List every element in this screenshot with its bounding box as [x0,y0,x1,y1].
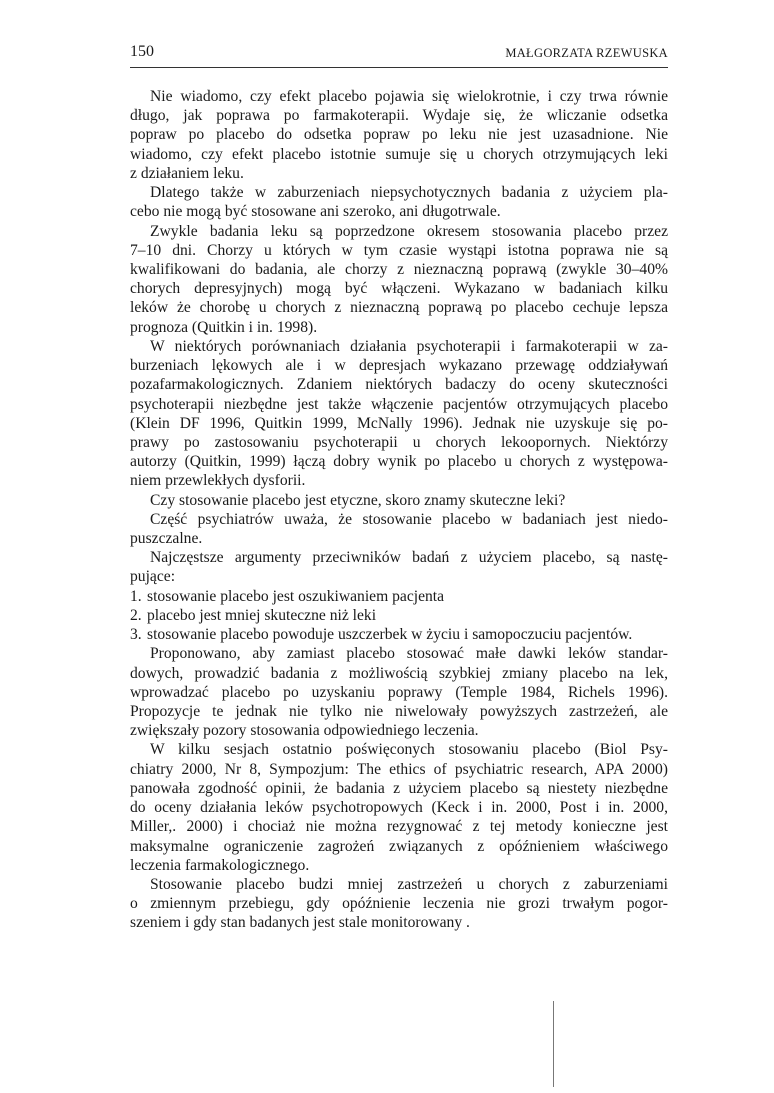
text-line: wprowadzać placebo po uzyskaniu poprawy (Temple 1984, Richels 1996). [130,683,668,701]
text-line: Nie wiadomo, czy efekt placebo pojawia się wielokrotnie, i czy trwa równie [150,88,668,105]
text-line: Zwykle badania leku są poprzedzone okresem stosowania placebo przez [150,222,668,240]
text-line: kwalifikowani do badania, ale chorzy z nieznaczną poprawą (zwykle 30–40% [130,260,668,278]
paragraph [130,510,668,548]
text-line: popraw po placebo do odsetka popraw po leku nie jest uzasadnione. Nie [130,126,668,144]
text-line: maksymalne ograniczenie zagrożeń związanych z opóźnieniem właściwego [130,837,668,855]
paragraph [130,644,668,740]
text-line: Dlatego także w zaburzeniach niepsychotycznych badania z użyciem pla- [150,184,668,202]
text-line: burzeniach lękowych ale i w depresjach wykazano przewagę oddziaływań [130,357,668,375]
list-item [130,606,668,625]
text-line: Najczęstsze argumenty przeciwników badań z użyciem placebo, są nastę- [150,549,668,567]
text-line: dowych, prowadzić badania z możliwością szybkiej zmiany placebo na lek, [130,664,668,682]
text-line: W niektórych porównaniach działania psychoterapii i farmakoterapii w za- [150,337,668,355]
list-item-text: placebo jest mniej skuteczne niż leki [147,606,377,624]
text-line: pujące: [130,568,176,586]
text-line: z działaniem leku. [130,164,244,182]
text-line: Część psychiatrów uważa, że stosowanie placebo w badaniach jest niedo- [150,510,668,528]
text-line: prawy po zastosowaniu psychoterapii u chorych lekoopornych. Niektórzy [130,433,668,451]
text-line: szeniem i gdy stan badanych jest stale monitorowany . [130,914,470,932]
body-text [130,87,668,933]
text-line: Proponowano, aby zamiast placebo stosować małe dawki leków standar- [150,645,668,663]
paragraph [130,183,668,221]
text-line: (Klein DF 1996, Quitkin 1999, McNally 1996). Jednak nie uzyskuje się po- [130,414,668,432]
text-line: cebo nie mogą być stosowane ani szeroko, ani długotrwale. [130,203,501,221]
text-line: niem przewlekłych dysforii. [130,472,306,490]
text-line: leków że chorobę u chorych z nieznaczną poprawą po placebo cechuje lepsza [130,299,668,317]
list-item [130,625,668,644]
text-line: W kilku sesjach ostatnio poświęconych stosowaniu placebo (Biol Psy- [150,741,668,759]
text-line: Czy stosowanie placebo jest etyczne, skoro znamy skuteczne leki? [150,491,566,509]
text-line: o zmiennym przebiegu, gdy opóźnienie leczenia nie grozi trwałym pogor- [130,895,668,913]
paragraph [130,87,668,183]
list-item-number: 3. [130,626,142,644]
text-line: panowała zgodność opinii, że badania z użyciem placebo są niestety niezbędne [130,779,668,797]
text-line: puszczalne. [130,530,203,548]
list-item-number: 2. [130,606,142,624]
text-line: prognoza (Quitkin i in. 1998). [130,318,318,336]
text-line: wiadomo, czy efekt placebo istotnie sumuje się u chorych otrzymujących leki [130,145,668,163]
text-line: leczenia farmakologicznego. [130,856,310,874]
text-line: Propozycje te jednak nie tylko nie niwelowały powyższych zastrzeżeń, ale [130,703,668,720]
list-item [130,587,668,606]
header-rule [130,67,668,68]
list-item-text: stosowanie placebo powoduje uszczerbek w życiu i samopoczuciu pacjentów. [147,626,633,644]
text-line: psychoterapii niezbędne jest także włączenie pacjentów otrzymujących placebo [130,395,668,413]
paragraph [130,491,668,510]
paragraph [130,222,668,337]
text-line: długo, jak poprawa po farmakoterapii. Wydaje się, że wliczanie odsetka [130,107,668,125]
paragraph [130,548,668,586]
text-line: chiatry 2000, Nr 8, Sympozjum: The ethics of psychiatric research, APA 2000) [130,760,668,778]
text-line: autorzy (Quitkin, 1999) łączą dobry wynik po placebo u chorych z występowa- [130,453,668,471]
paragraph [130,740,668,875]
numbered-list [130,587,668,645]
text-line: pozafarmakologicznych. Zdaniem niektórych badaczy do oceny skuteczności [130,376,668,394]
scan-artifact-line [553,1001,554,1087]
paragraph [130,875,668,933]
text-line: zwiększały pozory stosowania odpowiedniego leczenia. [130,722,479,740]
paragraph [130,337,668,491]
text-line: Miller,. 2000) i chociaż nie można rezygnować z tej metody konieczne jest [130,818,668,836]
list-item-text: stosowanie placebo jest oszukiwaniem pacjenta [147,587,445,605]
text-line: 7–10 dni. Chorzy u których w tym czasie wystąpi istotna poprawa nie są [130,241,668,259]
running-head: MAŁGORZATA RZEWUSKA [505,46,668,60]
text-line: Stosowanie placebo budzi mniej zastrzeżeń u chorych z zaburzeniami [150,875,668,893]
page-number: 150 [130,43,154,60]
text-line: chorych depresyjnych) mogą być włączeni. Wykazano w badaniach kilku [130,280,668,298]
list-item-number: 1. [130,587,142,605]
text-line: do oceny działania leków psychotropowych (Keck i in. 2000, Post i in. 2000, [130,799,668,817]
